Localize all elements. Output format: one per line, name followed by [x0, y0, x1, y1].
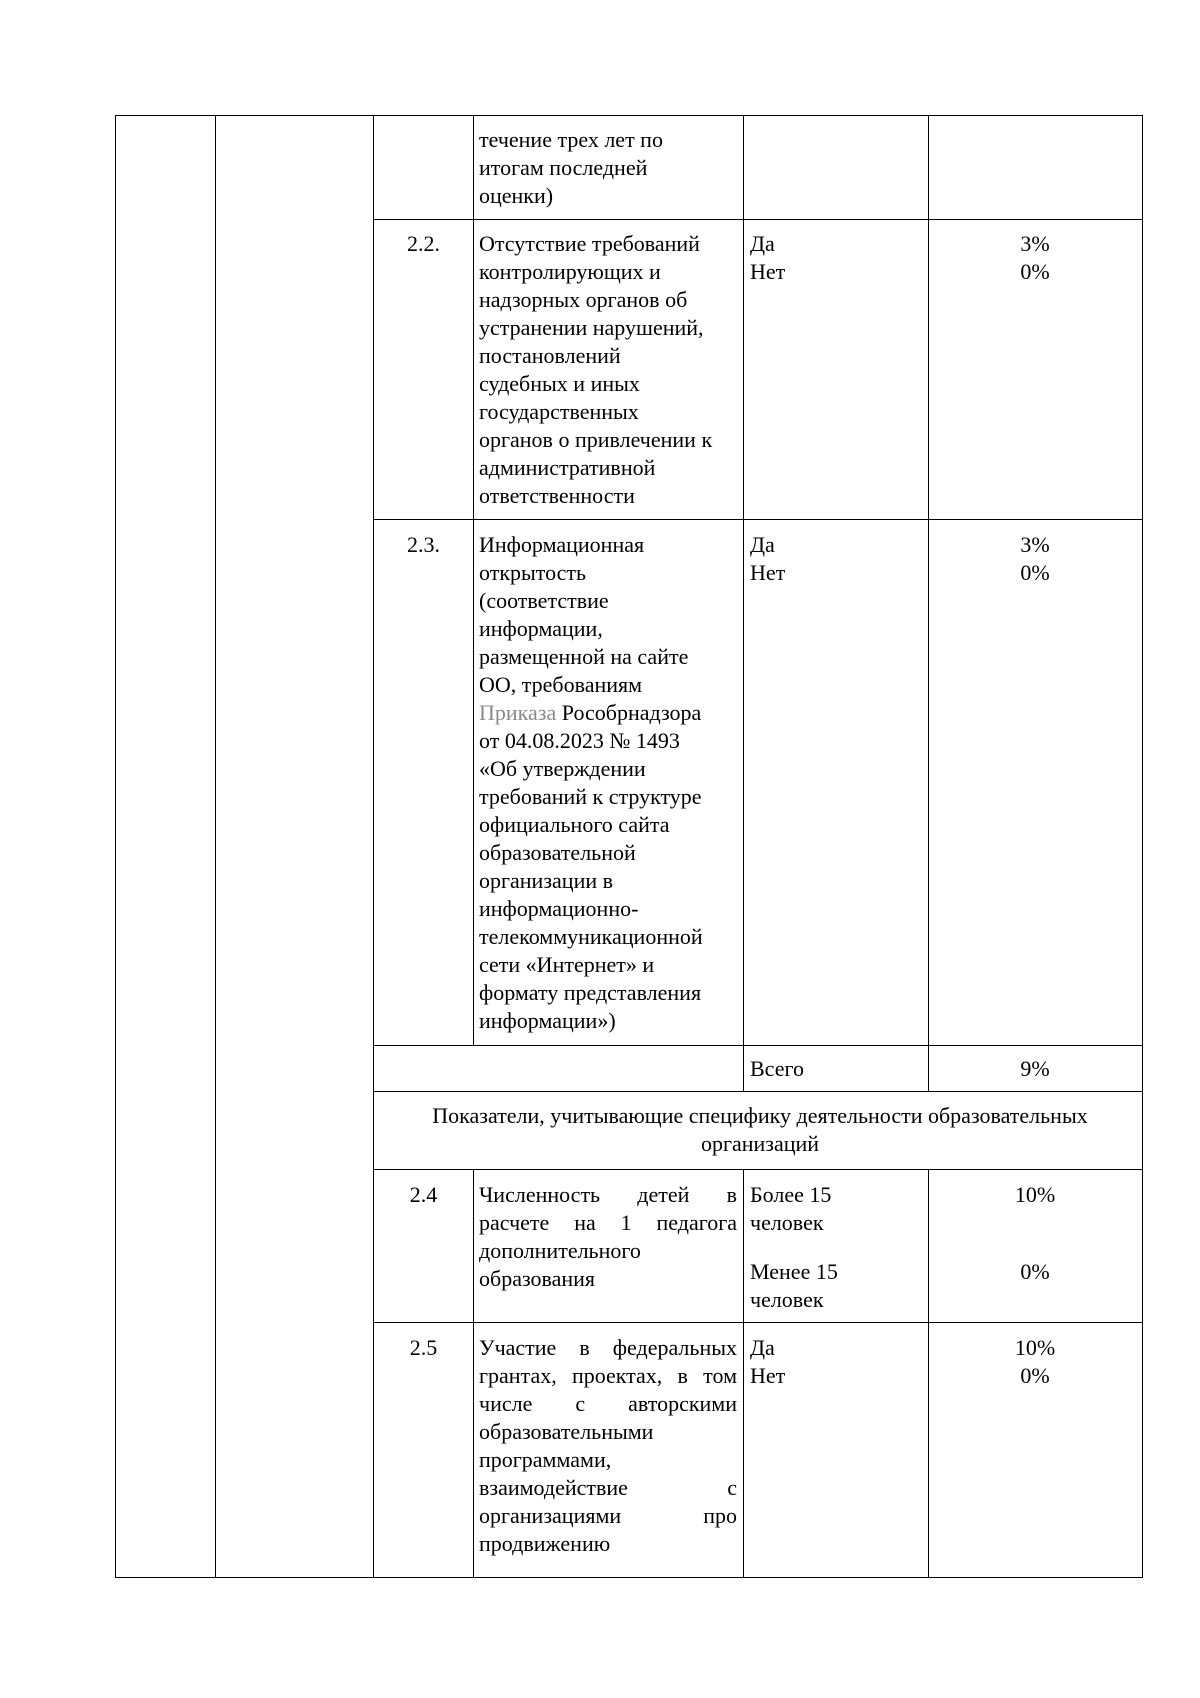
row-2-4-value-less: 0% [1020, 1259, 1050, 1284]
row-2-3-criterion [479, 531, 741, 1035]
section-heading: Показатели, учитывающие специфику деятельности образовательных организаций [432, 1103, 1088, 1156]
row-2-2-answers: Да Нет [750, 231, 786, 284]
row-2-5-criterion: Участие в федеральных грантах, проектах, в том числе с авторскими образовательными программами, взаимодействие с организациями про продвижению [479, 1335, 737, 1556]
row-2-5-number: 2.5 [409, 1335, 438, 1360]
row-2-4-value-more: 10% [1014, 1182, 1056, 1207]
row-2-3-criterion-part1: Информационная открытость (соответствие информации, размещенной на сайте ОО, требованиям [479, 532, 689, 697]
row-2-3-number: 2.3. [407, 532, 440, 557]
total-label: Всего [750, 1056, 804, 1081]
row-2-4-number: 2.4 [409, 1182, 438, 1207]
total-value: 9% [1020, 1056, 1050, 1081]
row-2-3-values: 3% 0% [1020, 532, 1050, 585]
row-2-2-number: 2.2. [407, 231, 440, 256]
row-2-2-criterion: Отсутствие требований контролирующих и надзорных органов об устранении нарушений, постановлений судебных и иных государственных органов о привлечении к административной ответственности [479, 231, 713, 508]
row-2-4-answer-less: Менее 15 человек [750, 1259, 838, 1312]
row-2-3-answers: Да Нет [750, 532, 786, 585]
row-2-3-criterion-part2: Рособрнадзора от 04.08.2023 № 1493 «Об утверждении требований к структуре официального сайта образовательной организации в информационно- телекоммуникационной сети «Интернет» и формату представления информации») [479, 700, 703, 1033]
row-2-5-answers: Да Нет [750, 1335, 786, 1388]
row-1-criterion: течение трех лет по итогам последней оценки) [479, 127, 663, 208]
order-link-text: Приказа [479, 700, 557, 725]
row-2-5-values: 10% 0% [1014, 1335, 1056, 1388]
row-2-4-answer-more: Более 15 человек [750, 1182, 832, 1235]
row-2-2-values: 3% 0% [1020, 231, 1050, 284]
row-2-4-criterion: Численность детей в расчете на 1 педагога дополнительного образования [479, 1182, 737, 1291]
